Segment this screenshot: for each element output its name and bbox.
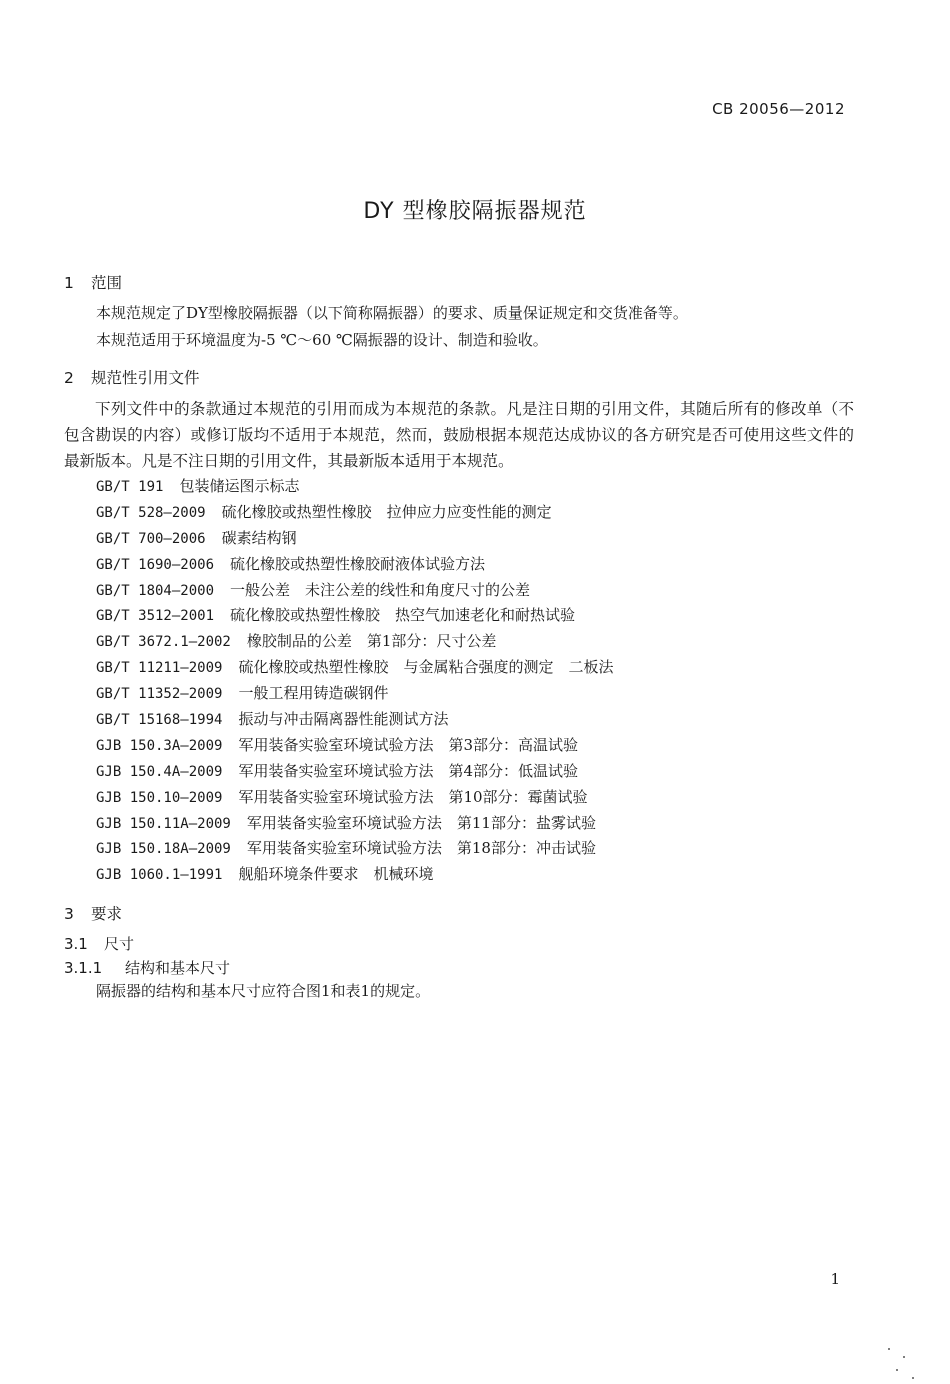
scan-speck (888, 1348, 890, 1350)
reference-code: GJB 150.3A—2009 (96, 737, 223, 754)
reference-code: GB/T 3672.1—2002 (96, 634, 231, 651)
reference-item (96, 707, 613, 733)
reference-title: 军用装备实验室环境试验方法 第3部分：高温试验 (238, 735, 578, 754)
reference-title: 舰船环境条件要求 机械环境 (238, 865, 434, 884)
reference-item (96, 552, 613, 578)
reference-code: GJB 150.4A—2009 (96, 763, 223, 780)
page-number: 1 (830, 1270, 840, 1288)
subsubsection-title: 结构和基本尺寸 (125, 959, 231, 977)
scan-speck (903, 1356, 905, 1358)
reference-item (96, 603, 613, 629)
reference-title: 橡胶制品的公差 第1部分：尺寸公差 (246, 632, 497, 651)
reference-code: GB/T 11211—2009 (96, 660, 223, 677)
reference-code: GB/T 1690—2006 (96, 556, 215, 573)
reference-item (96, 474, 613, 500)
reference-item (96, 759, 613, 785)
normative-refs-intro: 下列文件中的条款通过本规范的引用而成为本规范的条款。凡是注日期的引用文件，其随后所有的修改单（不包含勘误的内容）或修订版均不适用于本规范，然而，鼓励根据本规范达成协议的各方研究是否可使用这些文件的最新版本。凡是不注日期的引用文件，其最新版本适用于本规范。 (64, 400, 854, 470)
standard-number: CB 20056—2012 (712, 100, 845, 118)
reference-title: 一般工程用铸造碳钢件 (238, 684, 389, 703)
reference-item (96, 526, 613, 552)
reference-code: GB/T 15168—1994 (96, 712, 223, 729)
subsection-number: 3.1 (64, 935, 88, 953)
reference-title: 一般公差 未注公差的线性和角度尺寸的公差 (230, 580, 531, 599)
reference-title: 振动与冲击隔离器性能测试方法 (238, 710, 449, 729)
reference-title: 硫化橡胶或热塑性橡胶 热空气加速老化和耐热试验 (230, 606, 576, 625)
reference-title: 军用装备实验室环境试验方法 第4部分：低温试验 (238, 761, 578, 780)
subsection-title: 尺寸 (104, 935, 135, 953)
reference-item (96, 578, 613, 604)
scope-paragraph-1: 本规范规定了DY型橡胶隔振器（以下简称隔振器）的要求、质量保证规定和交货准备等。 (96, 304, 688, 322)
reference-code: GJB 150.18A—2009 (96, 841, 231, 858)
reference-list (96, 474, 613, 888)
reference-item (96, 862, 613, 888)
section-number: 1 (64, 274, 74, 292)
reference-code: GJB 1060.1—1991 (96, 867, 223, 884)
subsubsection-number: 3.1.1 (64, 959, 103, 977)
reference-item (96, 811, 613, 837)
reference-code: GB/T 3512—2001 (96, 608, 215, 625)
subsubsection-heading-structure (64, 957, 230, 978)
section-title: 范围 (91, 274, 123, 292)
reference-code: GB/T 528—2009 (96, 504, 206, 521)
reference-title: 军用装备实验室环境试验方法 第18部分：冲击试验 (246, 839, 596, 858)
reference-title: 军用装备实验室环境试验方法 第10部分：霉菌试验 (238, 787, 588, 806)
reference-item (96, 500, 613, 526)
scan-speck (896, 1369, 898, 1371)
document-title: DY 型橡胶隔振器规范 (363, 199, 587, 224)
section-title: 规范性引用文件 (91, 369, 200, 387)
section-heading-requirements (64, 902, 122, 924)
reference-item (96, 733, 613, 759)
reference-title: 军用装备实验室环境试验方法 第11部分：盐雾试验 (246, 813, 596, 832)
scan-speck (912, 1377, 914, 1379)
reference-code: GB/T 191 (96, 479, 164, 495)
reference-item (96, 836, 613, 862)
section-heading-scope (64, 271, 122, 293)
scope-paragraph-2: 本规范适用于环境温度为-5 ℃～60 ℃隔振器的设计、制造和验收。 (96, 331, 548, 349)
reference-title: 碳素结构钢 (221, 528, 297, 547)
section-heading-normative-refs (64, 366, 200, 388)
section-number: 2 (64, 369, 74, 387)
reference-item (96, 629, 613, 655)
reference-item (96, 681, 613, 707)
reference-item (96, 785, 613, 811)
section-number: 3 (64, 905, 74, 923)
reference-code: GB/T 11352—2009 (96, 686, 223, 703)
reference-title: 硫化橡胶或热塑性橡胶 拉伸应力应变性能的测定 (221, 502, 552, 521)
subsection-heading-dimensions (64, 933, 134, 954)
reference-title: 硫化橡胶或热塑性橡胶 与金属粘合强度的测定 二板法 (238, 658, 614, 677)
reference-code: GJB 150.11A—2009 (96, 815, 231, 832)
reference-title: 包装储运图示标志 (179, 477, 300, 495)
reference-code: GB/T 700—2006 (96, 530, 206, 547)
reference-item (96, 655, 613, 681)
structure-paragraph: 隔振器的结构和基本尺寸应符合图1和表1的规定。 (96, 982, 431, 1000)
section-title: 要求 (91, 905, 123, 923)
reference-code: GB/T 1804—2000 (96, 582, 215, 599)
reference-title: 硫化橡胶或热塑性橡胶耐液体试验方法 (230, 554, 486, 573)
reference-code: GJB 150.10—2009 (96, 789, 223, 806)
